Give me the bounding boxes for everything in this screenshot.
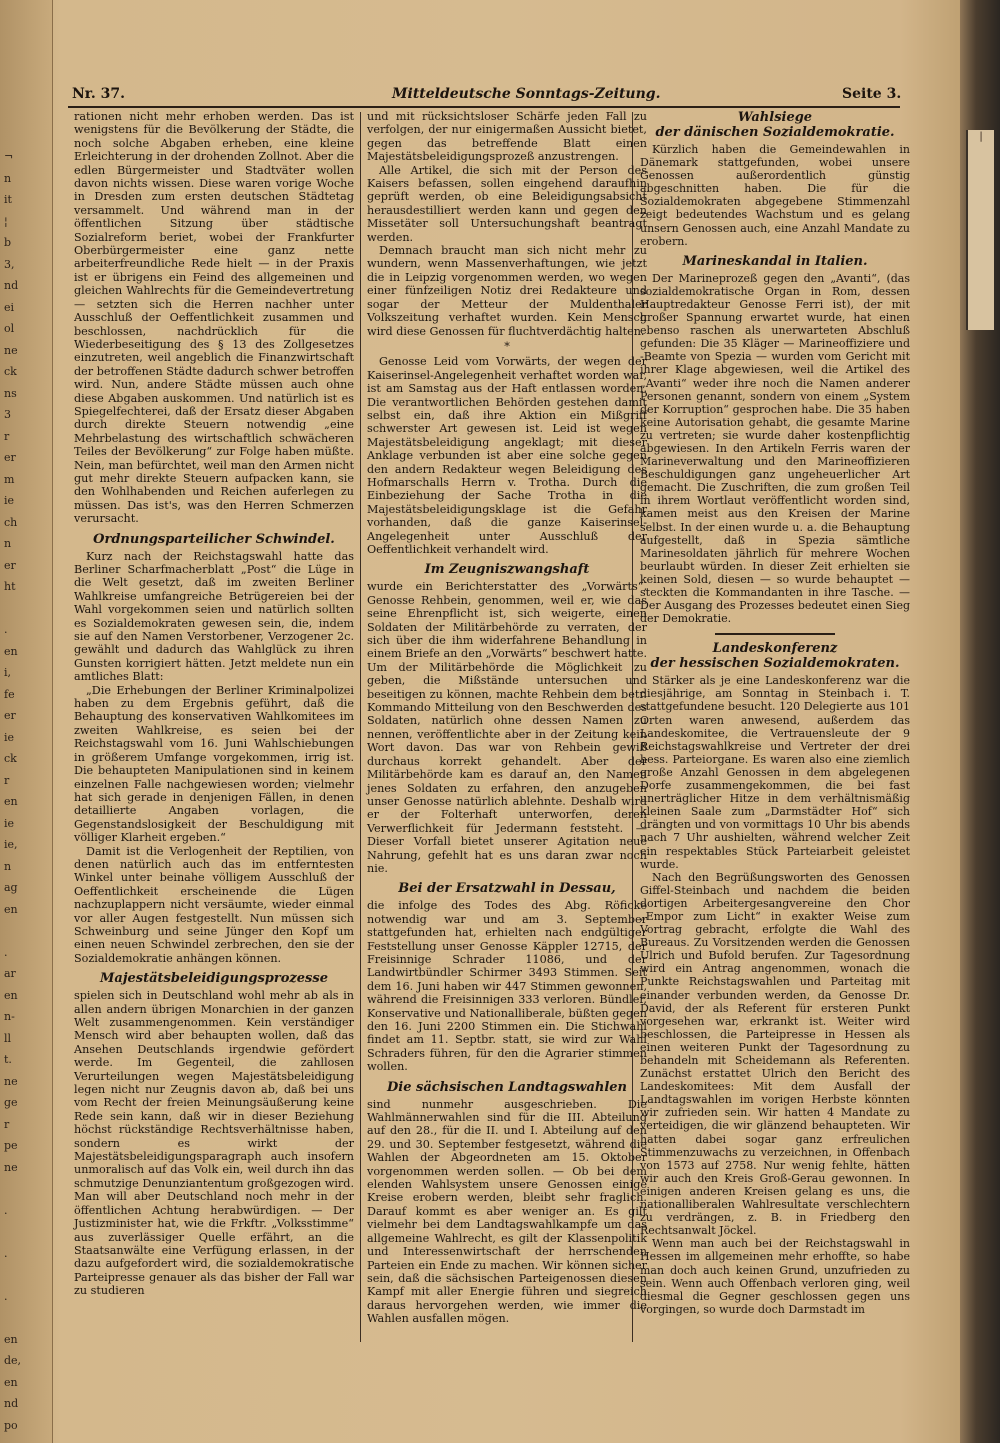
article-heading: Marineskandal in Italien. <box>682 253 868 269</box>
adjacent-page-fragment: en <box>4 1375 18 1389</box>
adjacent-page-fragment: it <box>4 193 12 206</box>
article-text: Stärker als je eine Landeskonferenz war die diesjährige, am Sonntag in Steinbach i. T. stattgefundene besucht. 120 Delegierte aus 101 Orten waren anwesend, außerdem das Landeskomitee, die Vertrauensleute der 9 Reichstagswahlkreise und Vertreter der drei hess. Parteiorgane. Es waren also eine ziemlich große Anzahl Genossen in dem abgelegenen Dorfe zusammengekommen, die bei fast unerträglicher Hitze in dem verhältnismäßig kleinen Saale zum „Darmstädter Hof“ sich drängten und von vormittags 10 Uhr bis abends nach 7 Uhr aushielten, während welcher Zeit ein respektables Stück Parteiarbeit geleistet wurde. <box>640 674 910 871</box>
adjacent-page-fragment: en <box>4 988 18 1002</box>
adjacent-page-fragment: ie <box>4 494 15 507</box>
issue-number: Nr. 37. <box>72 86 125 102</box>
adjacent-page-fragment: ie <box>4 730 15 744</box>
adjacent-page-fragment: ht <box>4 580 16 593</box>
adjacent-page-fragment: ne <box>4 1160 18 1174</box>
article-heading <box>640 641 910 671</box>
adjacent-page-strip <box>0 0 53 1443</box>
adjacent-page-fragment: er <box>4 451 16 464</box>
article-text: Demnach braucht man sich nicht mehr zu wundern, wenn Massenverhaftungen, wie jetzt die in Leipzig vorgenommen werden, wo wegen einer fünfzeiligen Notiz drei Redakteure und sogar der Metteur der Muldenthaler Volkszeitung verhaftet wurden. Kein Mensch wird diese Genossen für fluchtverdächtig halten. <box>367 244 647 338</box>
index-tab <box>966 130 994 330</box>
adjacent-page-fragment: en <box>4 902 18 916</box>
article-text: Damit ist die Verlogenheit der Reptilien, von denen natürlich auch das im entferntesten Winkel unter beinahe völligem Ausschluß der Oeffentlichkeit erscheinende die Lügen nachzuplappern nicht versäumte, wieder einmal vor aller Augen festgestellt. Nun müssen sich Schweinburg und seine Jünger den Kopf um einen neuen Schwindel zerbrechen, den sie der Sozialdemokratie anhängen können. <box>74 844 354 965</box>
adjacent-page-fragment: . <box>4 623 8 636</box>
article-heading: Ordnungsparteilicher Schwindel. <box>93 531 335 547</box>
adjacent-page-fragment: nd <box>4 279 19 292</box>
article-text: Wenn man auch bei der Reichstagswahl in Hessen im allgemeinen mehr erhoffte, so habe man doch auch keinen Grund, unzufrieden zu sein. Wenn auch Offenbach verloren ging, weil diesmal die Gegner geschlossen gegen uns vorgingen, so wurde doch Darmstadt im <box>640 1237 910 1316</box>
newspaper-title: Mitteldeutsche Sonntags-Zeitung. <box>392 86 661 102</box>
article-text: Genosse Leid vom Vorwärts, der wegen der Kaiserinsel-Angelegenheit verhaftet worden war, ist am Samstag aus der Haft entlassen worden. Die verantwortlichen Behörden gestehen damit selbst ein, daß ihre Aktion ein Mißgriff schwerster Art gewesen ist. Leid ist wegen Majestätsbeleidigung angeklagt; mit dieser Anklage verbunden ist aber eine solche gegen den andern Redakteur wegen Beleidigung des Hofmarschalls Herrn v. Trotha. Durch die Einbeziehung der Sache Trotha in die Majestätsbeleidigungsklage ist die Gefahr vorhanden, daß die ganze Kaiserinsel-Angelegenheit unter Ausschluß der Oeffentlichkeit verhandelt wird. <box>367 355 647 556</box>
article-text: Kürzlich haben die Gemeindewahlen in Dänemark stattgefunden, wobei unsere Genossen außerordentlich günstig abgeschnitten haben. Die für die Sozialdemokraten abgegebene Stimmenzahl zeigt bedeutendes Wachstum und es gelang unsern Genossen auch, eine Anzahl Mandate zu erobern. <box>640 143 910 248</box>
article-text: Alle Artikel, die sich mit der Person des Kaisers befassen, sollen eingehend daraufhin geprüft werden, ob eine Beleidigungsabsicht herausdestilliert werden kann und gegen den Missetäter soll Untersuchungshaft beantragt werden. <box>367 163 647 244</box>
adjacent-page-fragment: 3 <box>4 408 11 421</box>
adjacent-page-fragment: . <box>4 1289 8 1303</box>
article-text: sind nunmehr ausgeschrieben. Die Wahlmännerwahlen sind für die III. Abteilung auf den 28., für die II. und I. Abteilung auf den 29. und 30. September festgesetzt, während die Wahlen der Abgeordneten am 15. Oktober vorgenommen werden sollen. — Ob bei dem elenden Wahlsystem unsere Genossen einige Kreise erobern werden, bleibt sehr fraglich. Darauf kommt es aber weniger an. Es gilt vielmehr bei dem Landtagswahlkampfe um das allgemeine Wahlrecht, es gilt der Klassenpolitik und Interessenwirtschaft der herrschenden Parteien ein Ende zu machen. Wir können sicher sein, daß die sächsischen Parteigenossen diesen Kampf mit aller Energie führen und siegreich daraus hervorgehen werden, wie immer die Wahlen ausfallen mögen. <box>367 1097 647 1326</box>
adjacent-page-fragment: ei <box>4 300 15 314</box>
adjacent-page-fragment: r <box>4 773 10 787</box>
column-3 <box>640 110 910 1316</box>
adjacent-page-fragment: de, <box>4 1354 22 1367</box>
adjacent-page-fragment: er <box>4 558 16 572</box>
adjacent-page-fragment: nd <box>4 1397 19 1410</box>
article-text: die infolge des Todes des Abg. Röficke notwendig war und am 3. September stattgefunden hat, erhielten nach endgültiger Feststellung unser Genosse Käppler 12715, der Freisinnige Schrader 11086, und der Landwirtbündler Schirmer 3493 Stimmen. Seit dem 16. Juni haben wir 447 Stimmen gewonnen, während die Freisinnigen 333 verloren. Bündler, Konservative und Nationalliberale, büßten gegen den 16. Juni 2200 Stimmen ein. Die Stichwahl findet am 11. Septbr. statt, sie wird zur Wahl Schraders führen, für den die Agrarier stimmen wollen. <box>367 899 647 1074</box>
adjacent-page-fragment: r <box>4 429 10 443</box>
adjacent-page-fragment: . <box>4 945 8 959</box>
article-heading: Die sächsischen Landtagswahlen <box>387 1079 627 1095</box>
column-divider <box>360 112 361 1342</box>
article-text: wurde ein Berichterstatter des „Vorwärts“, Genosse Rehbein, genommen, weil er, wie das seine Ehrenpflicht ist, sich weigerte, einen Soldaten der Militärbehörde zu verraten, der sich über die ihm widerfahrene Behandlung in einem Briefe an den „Vorwärts“ beschwert hatte. Um der Militärbehörde die Möglichkeit zu geben, die Mißstände untersuchen und beseitigen zu können, machte Rehbein dem betr. Kommando Mitteilung von den Beschwerden des Soldaten, natürlich ohne dessen Namen zu nennen, veröffentlichte aber in der Zeitung kein Wort davon. Das war von Rehbein gewiß durchaus korrekt gehandelt. Aber der Militärbehörde kam es darauf an, den Namen jenes Soldaten zu erfahren, den anzugeben unser Genosse natürlich ablehnte. Deshalb wird er der Folterhaft unterworfen, deren Verwerflichkeit für Jedermann feststeht. — Dieser Vorfall bietet unserer Agitation neue Nahrung, gefehlt hat es uns daran zwar noch nie. <box>367 580 647 875</box>
article-text: Kurz nach der Reichstagswahl hatte das Berliner Scharfmacherblatt „Post“ die Lüge in die Welt gesetzt, daß im zweiten Berliner Wahlkreise umfangreiche Betrügereien bei der Wahl vorgekommen seien und natürlich sollten es Sozialdemokraten gewesen sein, die, indem sie auf den Namen Verstorbener, Verzogener 2c. gewählt und dadurch das Wahlglück zu ihren Gunsten korrigiert hätten. Jetzt meldete nun ein amtliches Blatt: <box>74 549 354 684</box>
article-heading: Bei der Ersatzwahl in Dessau, <box>398 881 616 897</box>
heading-line: Landeskonferenz <box>712 641 838 657</box>
adjacent-page-fragment: r <box>4 1117 10 1131</box>
heading-line: der hessischen Sozialdemokraten. <box>650 656 900 672</box>
heading-line: Wahlsiege <box>737 110 813 125</box>
adjacent-page-fragment: ck <box>4 752 17 765</box>
adjacent-page-fragment: ne <box>4 343 18 357</box>
adjacent-page-fragment: fe <box>4 687 15 701</box>
article-text: rationen nicht mehr erhoben werden. Das ist wenigstens für die Bevölkerung der Städte, die noch solche Abgaben erheben, eine kleine Erleichterung in der drohenden Zollnot. Aber die edlen Bürgermeister und Stadtväter wollen davon nichts wissen. Diese waren vorige Woche in Dresden zum ersten deutschen Städtetag versammelt. Und während man in der öffentlichen Sitzung über städtische Sozialreform beriet, wobei der Frankfurter Oberbürgermeister eine ganz nette arbeiterfreundliche Rede hielt — in der Praxis ist er übrigens ein Feind des allgemeinen und gleichen Wahlrechts für die Gemeindevertretung — setzten sich die Herren nachher unter Ausschluß der Oeffentlichkeit zusammen und beschlossen, nachdrücklich für die Wiederbeseitigung des § 13 des Zollgesetzes einzutreten, weil angeblich die Finanzwirtschaft der betroffenen Städte dadurch schwer betroffen wird. Nun, andere Städte müssen auch ohne diese Abgaben auskommen. Und natürlich ist es Spiegelfechterei, daß der Ersatz dieser Abgaben durch direkte Steuern notwendig „eine Mehrbelastung des wirtschaftlich schwächeren Teiles der Bevölkerung“ zur Folge haben müßte. Nein, man befürchtet, weil man den Armen nicht gut mehr direkte Steuern aufpacken kann, sie den Wohlhabenden und Reichen auferlegen zu müssen. Das ist's, was den Herren Schmerzen verursacht. <box>74 110 354 526</box>
adjacent-page-fragment: ag <box>4 881 18 894</box>
adjacent-page-fragment: . <box>4 1246 8 1260</box>
adjacent-page-fragment: ie <box>4 816 15 830</box>
header-rule <box>68 106 900 108</box>
section-rule <box>715 633 835 635</box>
article-heading: Majestätsbeleidigungsprozesse <box>100 971 328 987</box>
heading-line: der dänischen Sozialdemokratie. <box>655 125 895 140</box>
article-text: Nach den Begrüßungsworten des Genossen Giffel-Steinbach und nachdem die beiden dortigen Arbeitergesangvereine den Chor „Empor zum Licht“ in exakter Weise zum Vortrag gebracht, erfolgte die Wahl des Bureaus. Zu Vorsitzenden werden die Genossen Ulrich und Bufold berufen. Zur Tagesordnung wird ein Antrag angenommen, wonach die Punkte Reichstagswahlen und Parteitag mit einander verbunden werden, da Genosse Dr. David, der als Referent für ersteren Punkt vorgesehen war, erkrankt ist. Weiter wird beschlossen, die Parteipresse in Hessen als einen weiteren Punkt der Tagesordnung zu behandeln mit Scheidemann als Referenten. Zunächst erstattet Ulrich den Bericht des Landeskomitees: Mit dem Ausfall der Landtagswahlen im vorigen Herbste könnten wir zufrieden sein. Wir hatten 4 Mandate zu verteidigen, die wir glänzend behaupteten. Wir hatten dabei sogar ganz erfreulichen Stimmenzuwachs zu verzeichnen, in Offenbach von 1573 auf 2758. Nur wenig fehlte, hätten wir auch den Kreis Groß-Gerau gewonnen. In einigen anderen Kreisen gelang es uns, die nationalliberalen Wahlresultate verschlechtern zu verdrängen, z. B. in Friedberg den Rechtsanwalt Jöckel. <box>640 870 910 1238</box>
article-text: spielen sich in Deutschland wohl mehr ab als in allen andern übrigen Monarchien in der ganzen Welt zusammengenommen. Kein verständiger Mensch wird aber behaupten wollen, daß das Ansehen Deutschlands irgendwie gefördert werde. Im Gegenteil, die zahllosen Verurteilungen wegen Majestätsbeleidigung legen nicht nur Zeugnis davon ab, daß bei uns vom Recht der freien Meinungsäußerung keine Rede sein kann, daß wir in dieser Beziehung höchst rückständige Rechtsverhältnisse haben, sondern es wirkt der Majestätsbeleidigungsparagraph auch insofern unmoralisch auf das Volk ein, weil durch ihn das schmutzige Denunziantentum großgezogen wird. Man will aber Deutschland noch mehr in der öffentlichen Achtung herabwürdigen. — Der Justizminister hat, wie die Frkftr. „Volksstimme“ aus zuverlässiger Quelle erfährt, an die Staatsanwälte eine Verfügung erlassen, in der dazu aufgefordert wird, die sozialdemokratische Parteipresse genauer als das bisher der Fall war zu studieren <box>74 989 354 1298</box>
adjacent-page-fragment: en <box>4 644 18 658</box>
adjacent-page-fragment: 3, <box>4 257 15 271</box>
article-text: und mit rücksichtsloser Schärfe jeden Fall zu verfolgen, der nur einigermaßen Aussicht bietet, gegen das betreffende Blatt einen Majestätsbeleidigungsprozeß anzustrengen. <box>367 110 647 164</box>
adjacent-page-fragment: ge <box>4 1096 18 1109</box>
column-2 <box>367 110 647 1326</box>
adjacent-page-fragment: pe <box>4 1139 18 1152</box>
adjacent-page-fragment: t. <box>4 1053 12 1066</box>
adjacent-page-fragment: ns <box>4 386 17 400</box>
adjacent-page-fragment: ne <box>4 1074 18 1088</box>
article-heading: Im Zeugniszwangshaft <box>424 562 590 578</box>
adjacent-page-fragment: ck <box>4 365 17 378</box>
adjacent-page-fragment: ¬ <box>4 150 14 163</box>
adjacent-page-fragment: ch <box>4 515 18 529</box>
adjacent-page-fragment: n <box>4 537 12 550</box>
adjacent-page-fragment: ar <box>4 967 16 980</box>
adjacent-page-fragment: n <box>4 859 12 873</box>
adjacent-page-fragment: b <box>4 236 12 249</box>
adjacent-page-fragment: en <box>4 1332 18 1346</box>
section-star: * <box>504 339 510 353</box>
page-number: Seite 3. <box>842 86 902 102</box>
index-tab-mark: | <box>979 131 983 142</box>
adjacent-page-fragment: en <box>4 795 18 808</box>
adjacent-page-fragment: er <box>4 709 16 722</box>
column-1 <box>74 110 354 1298</box>
adjacent-page-fragment: n <box>4 171 12 185</box>
article-text: Der Marineprozeß gegen den „Avanti“, (das sozialdemokratische Organ in Rom, dessen Hauptredakteur Genosse Ferri ist), der mit großer Spannung erwartet wurde, hat einen ebenso raschen als unerwarteten Abschluß gefunden: Die 35 Kläger — Marineoffiziere und -Beamte von Spezia — wurden vom Gericht mit ihrer Klage abgewiesen, weil die Artikel des „Avanti“ weder ihre noch die Namen anderer Personen genannt, sondern von einem „System der Korruption“ gesprochen habe. Die 35 haben keine Autorisation gehabt, die gesamte Marine zu vertreten; sie wurde daher kostenpflichtig abgewiesen. In den Artikeln Ferris waren der Marineverwaltung und den Marineoffizieren Beschuldigungen ganz ungeheuerlicher Art gemacht. Die Zuschriften, die zum großen Teil in ihrem Wortlaut veröffentlicht worden sind, kamen meist aus den Kreisen der Marine selbst. In der einen wurde u. a. die Behauptung aufgestellt, daß in Spezia sämtliche Marinesoldaten jährlich für mehrere Wochen beurlaubt würden. In dieser Zeit erhielten sie keinen Sold, diesen — so wurde behauptet — steckten die Kommandanten in ihre Tasche. — Der Ausgang des Prozesses bedeutet einen Sieg der Demokratie. <box>640 271 910 626</box>
article-heading <box>640 110 910 140</box>
adjacent-page-fragment: i, <box>4 666 12 679</box>
adjacent-page-fragment: n- <box>4 1010 15 1023</box>
adjacent-page-fragment: ol <box>4 322 15 335</box>
adjacent-page-fragment: ll <box>4 1031 12 1045</box>
article-quote: „Die Erhebungen der Berliner Kriminalpolizei haben zu dem Ergebnis geführt, daß die Behauptung des konservativen Wahlkomitees im zweiten Wahlkreise, es seien bei der Reichstagswahl vom 16. Juni Wahlschiebungen in größerem Umfange vorgekommen, irrig ist. Die behaupteten Manipulationen sind in keinem einzelnen Falle nachgewiesen worden; vielmehr hat sich gerade in denjenigen Fällen, in denen detaillierte Angaben vorlagen, die Gegenstandslosigkeit der Beschuldigung mit völliger Klarheit ergeben.“ <box>74 683 354 845</box>
adjacent-page-fragment: ie, <box>4 838 18 851</box>
adjacent-page-fragment: po <box>4 1418 18 1432</box>
book-binding-edge <box>960 0 1000 1443</box>
adjacent-page-fragment: . <box>4 1203 8 1217</box>
adjacent-page-fragment: ¦ <box>4 214 8 228</box>
adjacent-page-fragment: m <box>4 472 15 486</box>
